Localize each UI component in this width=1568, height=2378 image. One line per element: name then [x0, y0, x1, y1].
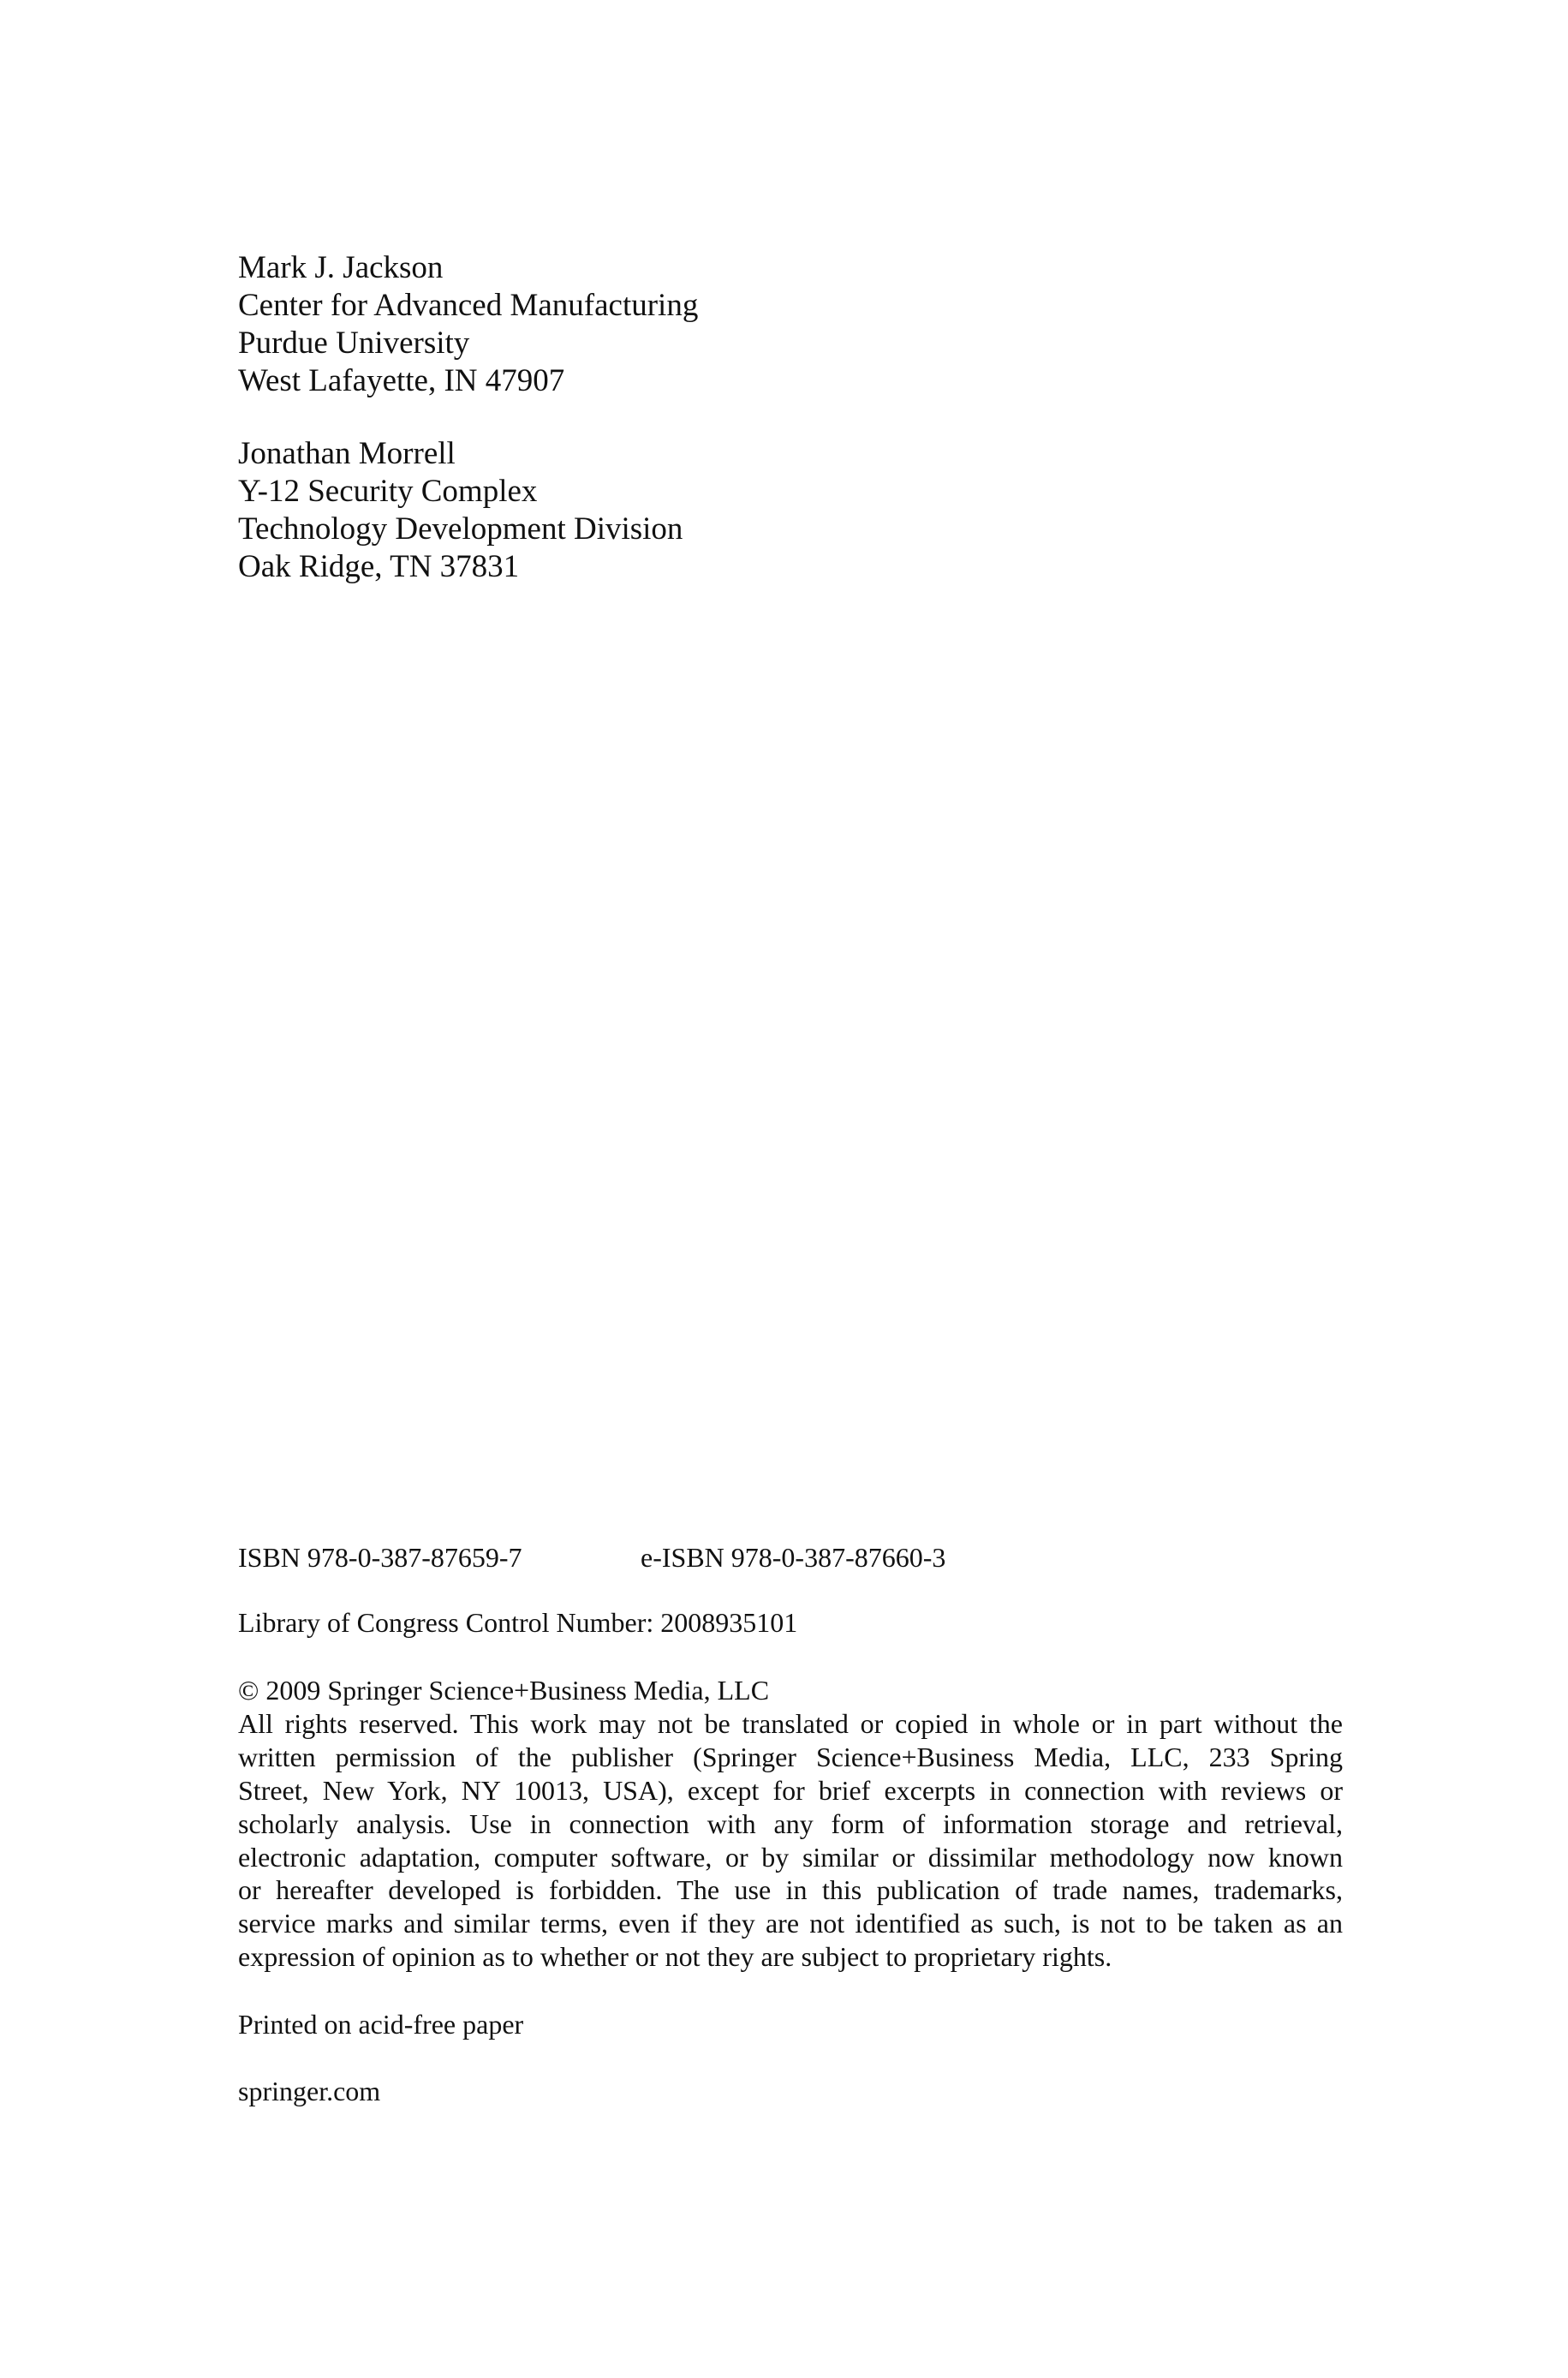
- author-institution: Technology Development Division: [238, 511, 683, 547]
- author-name: Mark J. Jackson: [238, 250, 444, 285]
- rights-line: service marks and similar terms, even if they are not identified as such, is not to be taken as an: [238, 1908, 1343, 1939]
- isbn-row: [238, 1540, 946, 1574]
- rights-line: scholarly analysis. Use in connection with any form of information storage and retrieval,: [238, 1807, 1343, 1839]
- rights-statement: [238, 1707, 1343, 1974]
- author-location: Oak Ridge, TN 37831: [238, 549, 520, 584]
- author-block-1: [238, 249, 698, 400]
- rights-line: written permission of the publisher (Springer Science+Business Media, LLC, 233 Spring: [238, 1741, 1343, 1772]
- publisher-website: springer.com: [238, 2076, 381, 2106]
- rights-line: expression of opinion as to whether or not they are subject to proprietary rights.: [238, 1941, 1112, 1973]
- author-affiliation: Y-12 Security Complex: [238, 474, 538, 509]
- e-isbn: e-ISBN 978-0-387-87660-3: [641, 1542, 946, 1573]
- paper-note: Printed on acid-free paper: [238, 2009, 524, 2040]
- copyright-line: © 2009 Springer Science+Business Media, LLC: [238, 1675, 770, 1706]
- author-name: Jonathan Morrell: [238, 436, 456, 471]
- author-block-2: [238, 435, 683, 586]
- author-affiliation: Center for Advanced Manufacturing: [238, 288, 699, 323]
- rights-line: All rights reserved. This work may not be translated or copied in whole or in part without the: [238, 1708, 1343, 1739]
- rights-line: Street, New York, NY 10013, USA), except for brief excerpts in connection with reviews or: [238, 1774, 1343, 1806]
- author-institution: Purdue University: [238, 326, 470, 361]
- isbn: ISBN 978-0-387-87659-7: [238, 1542, 522, 1573]
- library-of-congress-number: Library of Congress Control Number: 2008935101: [238, 1607, 798, 1638]
- author-location: West Lafayette, IN 47907: [238, 363, 565, 398]
- rights-line: or hereafter developed is forbidden. The use in this publication of trade names, trademarks,: [238, 1874, 1343, 1906]
- rights-line: electronic adaptation, computer software, or by similar or dissimilar methodology now known: [238, 1841, 1343, 1873]
